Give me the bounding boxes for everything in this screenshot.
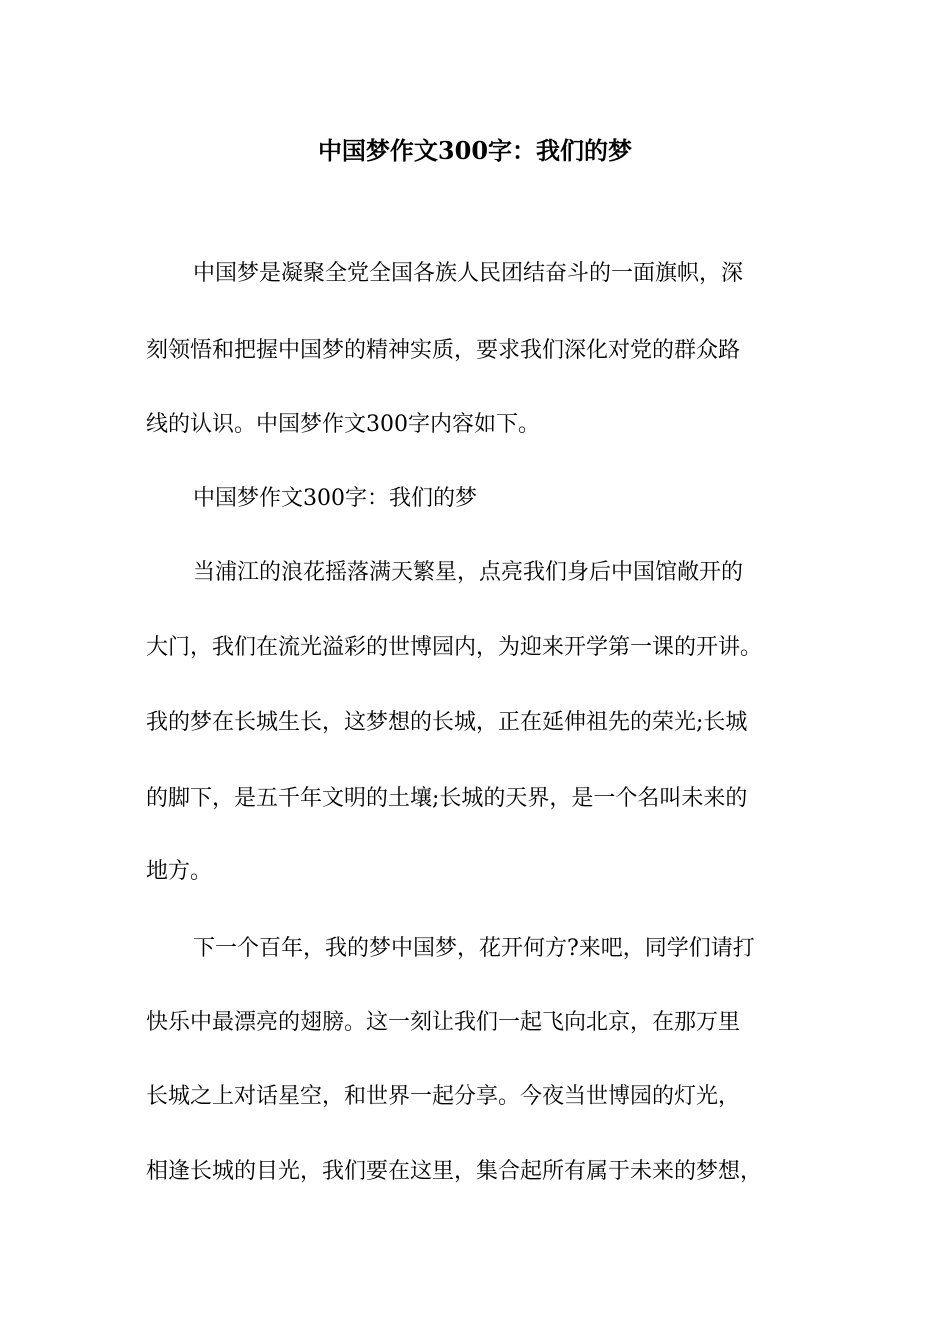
paragraph-line: 当浦江的浪花摇落满天繁星，点亮我们身后中国馆敞开的 — [193, 560, 744, 585]
paragraph-line: 中国梦作文300字：我们的梦 — [193, 486, 477, 511]
paragraph-line: 下一个百年，我的梦中国梦，花开何方?来吧，同学们请打 — [193, 936, 755, 961]
paragraph-line: 地方。 — [146, 859, 213, 884]
document-title: 中国梦作文300字：我们的梦 — [317, 136, 633, 165]
paragraph-line: 相逢长城的目光，我们要在这里，集合起所有属于未来的梦想， — [146, 1159, 763, 1184]
paragraph-line: 大门，我们在流光溢彩的世博园内，为迎来开学第一课的开讲。 — [146, 635, 763, 660]
paragraph-line: 长城之上对话星空，和世界一起分享。今夜当世博园的灯光， — [146, 1084, 741, 1109]
paragraph-line: 刻领悟和把握中国梦的精神实质，要求我们深化对党的群众路 — [146, 338, 741, 363]
paragraph-line: 我的梦在长城生长，这梦想的长城，正在延伸祖先的荣光;长城 — [146, 710, 748, 735]
paragraph-line: 线的认识。中国梦作文300字内容如下。 — [146, 412, 540, 437]
paragraph-line: 快乐中最漂亮的翅膀。这一刻让我们一起飞向北京，在那万里 — [146, 1010, 741, 1035]
paragraph-line: 中国梦是凝聚全党全国各族人民团结奋斗的一面旗帜，深 — [193, 261, 744, 286]
paragraph-line: 的脚下，是五千年文明的土壤;长城的天界，是一个名叫未来的 — [146, 786, 748, 811]
